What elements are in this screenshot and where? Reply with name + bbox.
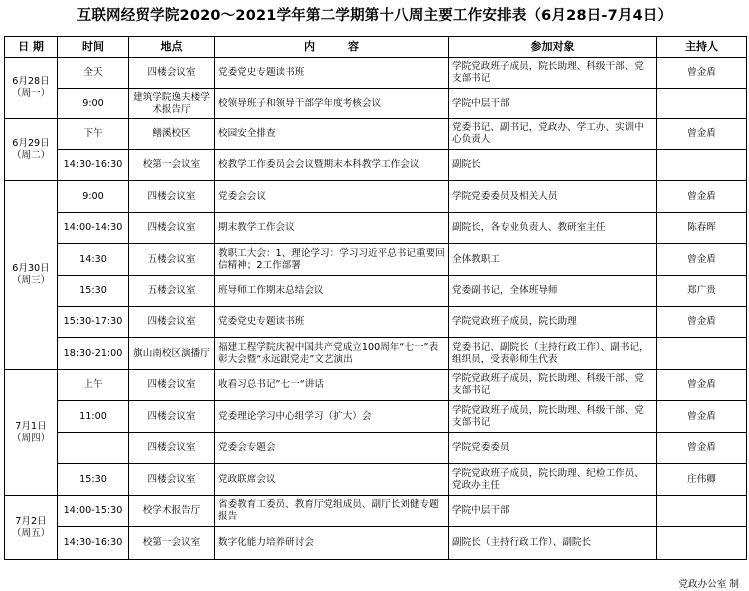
date-cell: [5, 370, 58, 496]
table-row: [5, 496, 747, 527]
place-cell: 校第一会议室: [129, 150, 215, 181]
table-row: [5, 150, 747, 181]
time-cell: [58, 433, 129, 464]
time-cell: 下午: [58, 119, 129, 150]
participants-cell: 学院党政班子成员，院长助理、科级干部、党支部书记: [449, 401, 657, 433]
content-cell: 党委党史专题读书班: [215, 307, 449, 338]
table-row: [5, 433, 747, 464]
header-content: 内 容: [215, 37, 449, 58]
participants-cell: 副院长: [449, 150, 657, 181]
table-row: [5, 181, 747, 213]
header-host: 主持人: [657, 37, 747, 58]
date-cell: [5, 119, 58, 181]
host-cell: [657, 89, 747, 119]
table-row: [5, 89, 747, 119]
header-row: [5, 37, 747, 58]
table-row: [5, 276, 747, 307]
content-cell: 校教学工作委员会会议暨期末本科教学工作会议: [215, 150, 449, 181]
time-cell: 14:00-15:30: [58, 496, 129, 527]
participants-cell: 副院长（主持行政工作）、副院长: [449, 527, 657, 560]
weekday-text: （周五）: [11, 527, 51, 539]
weekday-text: （周一）: [11, 88, 51, 99]
host-cell: 曾金盾: [657, 181, 747, 213]
schedule-table: [4, 36, 747, 560]
content-cell: 班导师工作期末总结会议: [215, 276, 449, 307]
time-cell: 15:30: [58, 464, 129, 496]
header-participants: 参加对象: [449, 37, 657, 58]
page-title: 互联网经贸学院2020～2021学年第二学期第十八周主要工作安排表（6月28日-7月4日）: [76, 8, 673, 24]
date-text: 7月2日: [15, 515, 47, 527]
content-cell: 收看习总书记”七一“讲话: [215, 370, 449, 401]
time-cell: 9:00: [58, 89, 129, 119]
date-text: 7月1日: [15, 420, 47, 432]
host-cell: 曾金盾: [657, 58, 747, 89]
host-cell: 曾金盾: [657, 307, 747, 338]
place-cell: 旗山南校区演播厅: [129, 338, 215, 370]
host-cell: 曾金盾: [657, 119, 747, 150]
header-date: 日 期: [5, 37, 58, 58]
participants-cell: 学院党委委员及相关人员: [449, 181, 657, 213]
host-cell: 曾金盾: [657, 370, 747, 401]
time-cell: 15:30-17:30: [58, 307, 129, 338]
place-cell: 校学术报告厅: [129, 496, 215, 527]
time-cell: 11:00: [58, 401, 129, 433]
host-cell: [657, 150, 747, 181]
date-cell: [5, 496, 58, 560]
header-place: 地点: [129, 37, 215, 58]
time-cell: 15:30: [58, 276, 129, 307]
place-cell: 鳝溪校区: [129, 119, 215, 150]
host-cell: 郑广贵: [657, 276, 747, 307]
content-cell: 校园安全排查: [215, 119, 449, 150]
date-text: 6月30日: [12, 263, 50, 274]
time-cell: 14:30-16:30: [58, 150, 129, 181]
table-row: [5, 338, 747, 370]
place-cell: 五楼会议室: [129, 276, 215, 307]
host-cell: [657, 338, 747, 370]
place-cell: 五楼会议室: [129, 244, 215, 276]
table-row: [5, 527, 747, 560]
footer-note: 党政办公室 制: [678, 579, 739, 590]
participants-cell: 学院中层干部: [449, 496, 657, 527]
time-cell: 全天: [58, 58, 129, 89]
content-cell: 福建工程学院庆祝中国共产党成立100周年“七一”表彰大会暨“永远跟党走”文艺演出: [215, 338, 449, 370]
host-cell: [657, 496, 747, 527]
time-cell: 14:00-14:30: [58, 213, 129, 244]
participants-cell: 党委书记、副书记，党政办、学工办、实训中心负责人: [449, 119, 657, 150]
participants-cell: 党委书记、副院长（主持行政工作）、副书记，组织员，受表彰师生代表: [449, 338, 657, 370]
date-text: 6月28日: [12, 76, 50, 87]
table-row: [5, 464, 747, 496]
content-cell: 省委教育工委员、教育厅党组成员、副厅长刘健专题报告: [215, 496, 449, 527]
host-cell: 曾金盾: [657, 433, 747, 464]
host-cell: [657, 527, 747, 560]
header-time: 时间: [58, 37, 129, 58]
participants-cell: 副院长，各专业负责人、教研室主任: [449, 213, 657, 244]
weekday-text: （周四）: [11, 432, 51, 444]
content-cell: 党委理论学习中心组学习（扩大）会: [215, 401, 449, 433]
date-cell: [5, 58, 58, 119]
participants-cell: 学院党政班子成员，院长助理、纪检工作员、党政办主任: [449, 464, 657, 496]
content-cell: 校领导班子和领导干部学年度考核会议: [215, 89, 449, 119]
host-cell: 陈春晖: [657, 213, 747, 244]
table-row: [5, 244, 747, 276]
weekday-text: （周三）: [11, 275, 51, 286]
participants-cell: 学院党政班子成员，院长助理、科级干部、党支部书记: [449, 370, 657, 401]
time-cell: 14:30: [58, 244, 129, 276]
weekday-text: （周二）: [11, 149, 51, 161]
place-cell: 四楼会议室: [129, 370, 215, 401]
time-cell: 上午: [58, 370, 129, 401]
date-text: 6月29日: [12, 137, 50, 149]
table-row: [5, 370, 747, 401]
host-cell: 曾金盾: [657, 401, 747, 433]
time-cell: 14:30-16:30: [58, 527, 129, 560]
time-cell: 9:00: [58, 181, 129, 213]
place-cell: 四楼会议室: [129, 433, 215, 464]
host-cell: 庄伟卿: [657, 464, 747, 496]
table-row: [5, 307, 747, 338]
content-cell: 党政联席会议: [215, 464, 449, 496]
participants-cell: 学院党政班子成员，院长助理、科级干部、党支部书记: [449, 58, 657, 89]
place-cell: 校第一会议室: [129, 527, 215, 560]
participants-cell: 学院党政班子成员，院长助理: [449, 307, 657, 338]
place-cell: 四楼会议室: [129, 213, 215, 244]
content-cell: 党委党史专题读书班: [215, 58, 449, 89]
schedule-body: [5, 58, 747, 560]
time-cell: 18:30-21:00: [58, 338, 129, 370]
table-row: [5, 213, 747, 244]
place-cell: 四楼会议室: [129, 58, 215, 89]
content-cell: 教职工大会：1、理论学习：学习习近平总书记重要回信精神；2工作部署: [215, 244, 449, 276]
place-cell: 四楼会议室: [129, 181, 215, 213]
content-cell: 数字化能力培养研讨会: [215, 527, 449, 560]
table-row: [5, 401, 747, 433]
date-cell: [5, 181, 58, 370]
place-cell: 四楼会议室: [129, 464, 215, 496]
place-cell: 四楼会议室: [129, 307, 215, 338]
participants-cell: 全体教职工: [449, 244, 657, 276]
place-cell: 四楼会议室: [129, 401, 215, 433]
content-cell: 党委会会议: [215, 181, 449, 213]
participants-cell: 学院中层干部: [449, 89, 657, 119]
place-cell: 建筑学院逸夫楼学术报告厅: [129, 89, 215, 119]
participants-cell: 学院党委委员: [449, 433, 657, 464]
content-cell: 期末教学工作会议: [215, 213, 449, 244]
participants-cell: 党委副书记，全体班导师: [449, 276, 657, 307]
table-row: [5, 119, 747, 150]
host-cell: 曾金盾: [657, 244, 747, 276]
content-cell: 党委会专题会: [215, 433, 449, 464]
table-row: [5, 58, 747, 89]
